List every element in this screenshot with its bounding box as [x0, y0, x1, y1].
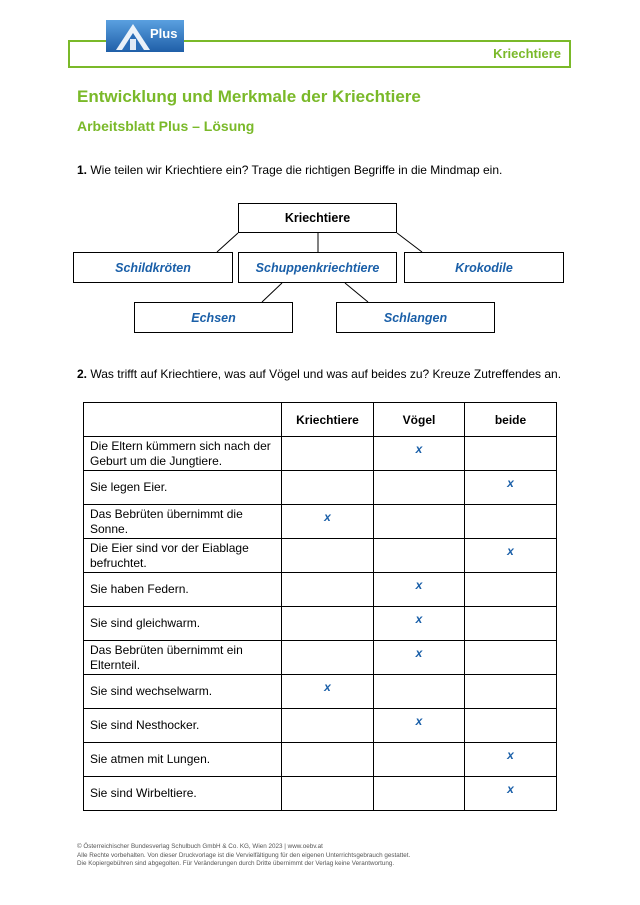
table-body [84, 437, 557, 811]
row-mark-cell [465, 641, 557, 675]
table-row [84, 743, 557, 777]
header-subject: Kriechtiere [493, 46, 561, 61]
row-mark-cell [465, 743, 557, 777]
table-row [84, 437, 557, 471]
footer-line: © Österreichischer Bundesverlag Schulbuch GmbH & Co. KG, Wien 2023 | www.oebv.at [77, 843, 323, 850]
logo-icon [106, 20, 184, 52]
header-kriechtiere: Kriechtiere [282, 403, 374, 437]
page-subtitle: Arbeitsblatt Plus – Lösung [77, 118, 255, 134]
row-mark-cell [282, 505, 374, 539]
check-mark: x [324, 509, 331, 524]
table-header-row [84, 403, 557, 437]
row-mark-cell [465, 471, 557, 505]
row-mark-cell [282, 539, 374, 573]
answer-table [83, 402, 557, 811]
table-row [84, 505, 557, 539]
row-statement: Sie sind wechselwarm. [84, 675, 282, 709]
check-mark: x [507, 747, 514, 762]
row-statement: Sie sind Nesthocker. [84, 709, 282, 743]
header-statement [84, 403, 282, 437]
mindmap-node-echsen: Echsen [134, 302, 293, 333]
row-statement: Das Bebrüten übernimmt die Sonne. [84, 505, 282, 539]
row-mark-cell [282, 777, 374, 811]
footer-line: Die Kopiergebühren sind abgegolten. Für Veränderungen durch Dritte übernimmt der Verlag keine Verantwortung. [77, 860, 395, 867]
mindmap-node-schlangen: Schlangen [336, 302, 495, 333]
row-mark-cell [374, 777, 465, 811]
row-mark-cell [374, 437, 465, 471]
task-2-number: 2. [77, 367, 88, 381]
row-mark-cell [282, 641, 374, 675]
row-statement: Die Eier sind vor der Eiablage befruchtet. [84, 539, 282, 573]
page-title: Entwicklung und Merkmale der Kriechtiere [77, 87, 421, 106]
check-mark: x [415, 713, 423, 728]
table-row [84, 471, 557, 505]
check-mark: x [507, 781, 514, 796]
row-mark-cell [465, 709, 557, 743]
footer-line: Alle Rechte vorbehalten. Von dieser Druckvorlage ist die Vervielfältigung für den eigenen Unterrichtsgebrauch gestattet. [77, 851, 411, 859]
task-1 [77, 163, 502, 177]
row-statement: Sie sind Wirbeltiere. [84, 777, 282, 811]
row-mark-cell [282, 709, 374, 743]
row-mark-cell [374, 675, 465, 709]
row-statement: Das Bebrüten übernimmt ein Elternteil. [84, 641, 282, 675]
row-mark-cell [465, 675, 557, 709]
row-statement: Sie legen Eier. [84, 471, 282, 505]
plus-logo [106, 20, 184, 52]
table-row [84, 573, 557, 607]
row-mark-cell [374, 641, 465, 675]
mindmap-node-schuppenkriechtiere: Schuppenkriechtiere [238, 252, 397, 283]
mindmap-node-krokodile: Krokodile [404, 252, 564, 283]
row-mark-cell [282, 471, 374, 505]
row-mark-cell [374, 539, 465, 573]
check-mark: x [415, 441, 423, 456]
task-1-number: 1. [77, 163, 88, 177]
row-mark-cell [282, 573, 374, 607]
row-mark-cell [374, 505, 465, 539]
row-mark-cell [465, 777, 557, 811]
row-mark-cell [374, 607, 465, 641]
row-mark-cell [282, 437, 374, 471]
mindmap-node-schildkroeten: Schildkröten [73, 252, 233, 283]
logo-text: Plus [150, 26, 178, 41]
mindmap-root: Kriechtiere [238, 203, 397, 233]
header-beide: beide [465, 403, 557, 437]
row-mark-cell [374, 743, 465, 777]
table-row [84, 641, 557, 675]
table-row [84, 539, 557, 573]
task-2-text: Was trifft auf Kriechtiere, was auf Vögel und was auf beides zu? Kreuze Zutreffendes an. [90, 367, 562, 381]
task-1-text: Wie teilen wir Kriechtiere ein? Trage die richtigen Begriffe in die Mindmap ein. [90, 163, 503, 177]
row-statement: Sie sind gleichwarm. [84, 607, 282, 641]
header-voegel: Vögel [374, 403, 465, 437]
check-mark: x [415, 645, 423, 660]
row-mark-cell [465, 437, 557, 471]
row-statement: Sie haben Federn. [84, 573, 282, 607]
row-mark-cell [465, 607, 557, 641]
row-statement: Sie atmen mit Lungen. [84, 743, 282, 777]
row-statement: Die Eltern kümmern sich nach der Geburt um die Jungtiere. [84, 437, 282, 471]
check-mark: x [415, 577, 423, 592]
table-row [84, 777, 557, 811]
table-row [84, 675, 557, 709]
row-mark-cell [465, 573, 557, 607]
check-mark: x [324, 679, 331, 694]
row-mark-cell [374, 709, 465, 743]
table-row [84, 709, 557, 743]
row-mark-cell [374, 471, 465, 505]
check-mark: x [507, 475, 514, 490]
check-mark: x [507, 543, 514, 558]
row-mark-cell [282, 607, 374, 641]
row-mark-cell [282, 743, 374, 777]
task-2 [77, 367, 561, 381]
check-mark: x [415, 611, 423, 626]
table-row [84, 607, 557, 641]
row-mark-cell [465, 505, 557, 539]
footer [77, 843, 410, 869]
row-mark-cell [465, 539, 557, 573]
row-mark-cell [374, 573, 465, 607]
row-mark-cell [282, 675, 374, 709]
